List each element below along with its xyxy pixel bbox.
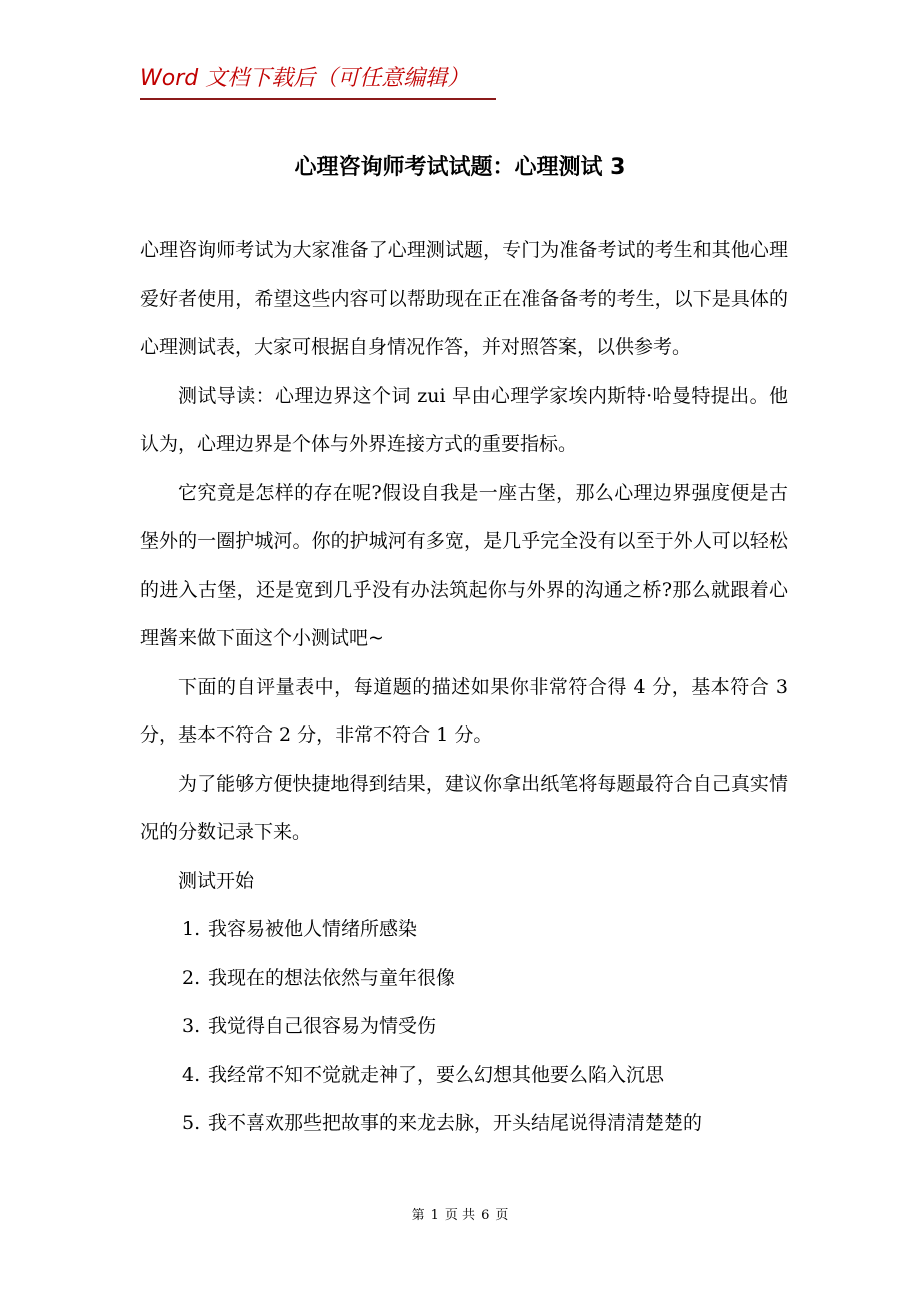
paragraph-start: 测试开始 [178, 869, 255, 892]
document-body [140, 226, 788, 1148]
item-text: 我不喜欢那些把故事的来龙去脉，开头结尾说得清清楚楚的 [208, 1112, 703, 1134]
paragraph-intro: 心理咨询师考试为大家准备了心理测试题，专门为准备考试的考生和其他心理爱好者使用，希望这些内容可以帮助现在正在准备备考的考生，以下是具体的心理测试表，大家可根据自身情况作答，并对照答案，以供参考。 [140, 239, 788, 358]
list-item [140, 905, 788, 954]
list-item [140, 954, 788, 1003]
list-item [140, 1051, 788, 1100]
paragraph-castle: 它究竟是怎样的存在呢?假设自我是一座古堡，那么心理边界强度便是古堡外的一圈护城河。你的护城河有多宽，是几乎完全没有以至于外人可以轻松的进入古堡，还是宽到几乎没有办法筑起你与外界的沟通之桥?那么就跟着心理酱来做下面这个小测试吧~ [140, 481, 788, 649]
footer-page-number: 1 [430, 1208, 439, 1223]
paragraph-scoring: 下面的自评量表中，每道题的描述如果你非常符合得 4 分，基本符合 3 分，基本不符合 2 分，非常不符合 1 分。 [140, 675, 788, 746]
item-text: 我经常不知不觉就走神了，要么幻想其他要么陷入沉思 [208, 1063, 665, 1086]
download-header [140, 64, 496, 100]
page-footer [0, 1206, 920, 1226]
header-text: Word 文档下载后（可任意编辑） [140, 66, 470, 91]
footer-total-pages: 6 [481, 1208, 490, 1223]
paragraph-guide: 测试导读：心理边界这个词 zui 早由心理学家埃内斯特·哈曼特提出。他认为，心理边界是个体与外界连接方式的重要指标。 [140, 384, 788, 455]
paragraph-advice: 为了能够方便快捷地得到结果，建议你拿出纸笔将每题最符合自己真实情况的分数记录下来。 [140, 772, 788, 843]
item-number: 3. [182, 1015, 201, 1037]
item-text: 我觉得自己很容易为情受伤 [208, 1015, 437, 1037]
item-number: 5. [182, 1112, 201, 1134]
footer-suffix: 页 [495, 1208, 509, 1223]
item-number: 4. [182, 1063, 201, 1086]
item-number: 2. [182, 966, 201, 989]
item-text: 我现在的想法依然与童年很像 [208, 966, 456, 989]
item-number: 1. [182, 918, 201, 940]
footer-prefix: 第 [411, 1208, 425, 1223]
list-item [140, 1099, 788, 1148]
footer-middle: 页 共 [444, 1208, 476, 1223]
question-list [140, 905, 788, 1148]
page-title: 心理咨询师考试试题：心理测试 3 [294, 155, 626, 180]
item-text: 我容易被他人情绪所感染 [208, 918, 418, 940]
list-item [140, 1002, 788, 1051]
